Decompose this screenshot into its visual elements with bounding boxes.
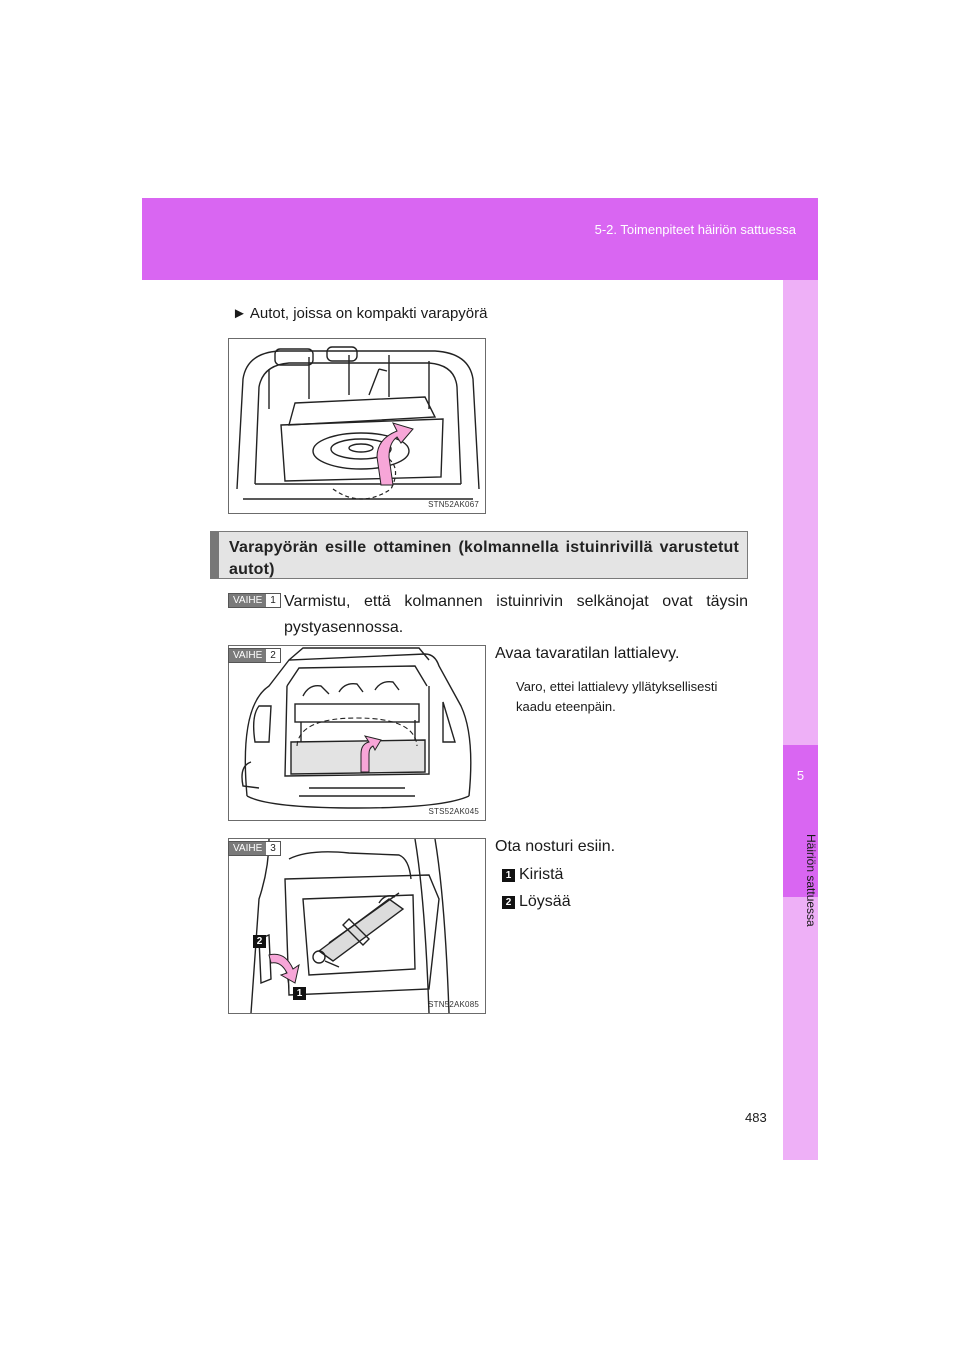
section-title: 5-2. Toimenpiteet häiriön sattuessa	[594, 222, 796, 237]
section-heading: Varapyörän esille ottaminen (kolmannella istuinrivillä varustetut autot)	[229, 539, 739, 578]
legend-number-box: 2	[502, 896, 515, 909]
step-2-note: Varo, ettei lattialevy yllätyksellisesti kaadu eteenpäin.	[516, 679, 718, 714]
deck-board-illustration	[229, 646, 485, 820]
triangle-arrow-icon: ►	[232, 305, 247, 322]
variant-heading-text: Autot, joissa on kompakti varapyörä	[249, 305, 488, 322]
step-3-text: Ota nosturi esiin.	[495, 838, 616, 855]
figure-spare-tire	[228, 338, 486, 514]
figure-deck-board	[228, 645, 486, 821]
figure-code: STN52AK067	[428, 500, 479, 509]
step-number: 1	[266, 594, 280, 607]
section-heading-box	[210, 531, 748, 579]
callout-tighten: 1	[293, 987, 306, 1000]
legend-item-tighten	[502, 866, 563, 884]
legend-label: Löysää	[519, 893, 571, 910]
legend-item-loosen	[502, 893, 571, 911]
variant-heading	[232, 305, 487, 322]
header-band	[142, 198, 818, 280]
chapter-number: 5	[796, 768, 805, 783]
step-3-badge	[228, 841, 281, 856]
step-label: VAIHE	[229, 649, 266, 662]
jack-illustration	[229, 839, 485, 1013]
spare-tire-illustration	[229, 339, 485, 513]
step-2-text: Avaa tavaratilan lattialevy.	[495, 645, 680, 662]
legend-label: Kiristä	[519, 866, 564, 883]
chapter-title: Häiriön sattuessa	[804, 833, 818, 927]
figure-jack	[228, 838, 486, 1014]
figure-code: STS52AK045	[428, 807, 479, 816]
step-label: VAIHE	[229, 594, 266, 607]
step-label: VAIHE	[229, 842, 266, 855]
step-1-text: Varmistu, että kolmannen istuinrivin selkänojat ovat täysin pystyasennossa.	[284, 593, 748, 636]
step-1-badge	[228, 593, 281, 608]
figure-code: STN52AK085	[428, 1000, 479, 1009]
step-2-badge	[228, 648, 281, 663]
page-number: 483	[745, 1110, 767, 1125]
side-strip	[783, 280, 818, 1160]
step-number: 3	[266, 842, 280, 855]
callout-loosen: 2	[253, 935, 266, 948]
step-number: 2	[266, 649, 280, 662]
legend-number-box: 1	[502, 869, 515, 882]
